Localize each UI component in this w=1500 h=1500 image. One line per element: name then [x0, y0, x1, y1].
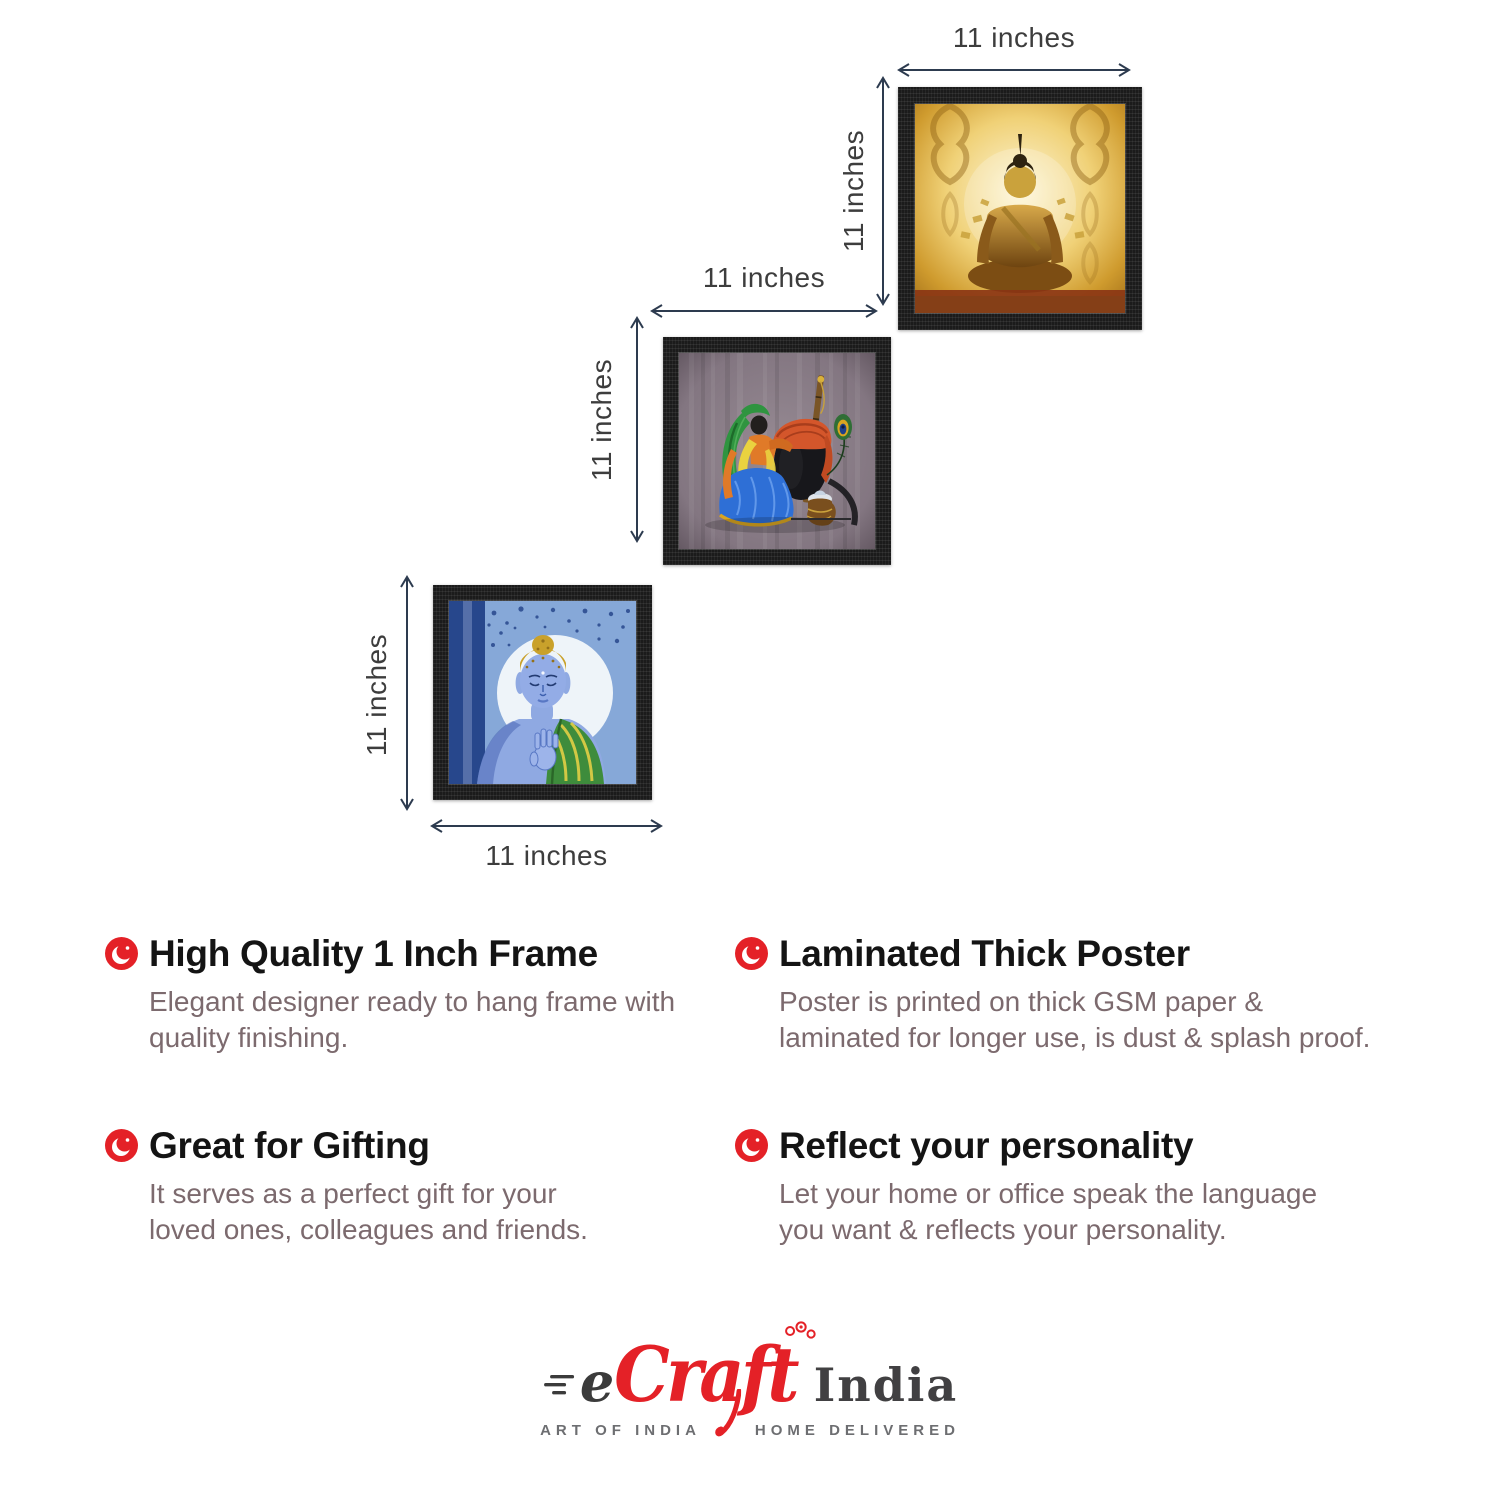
feature-description: Poster is printed on thick GSM paper & laminated for longer use, is dust & splash proof. [779, 986, 1371, 1054]
feature-description: It serves as a perfect gift for your loved ones, colleagues and friends. [149, 1178, 588, 1246]
feature-reflect-personality [735, 1125, 1435, 1248]
golden-buddha-frame [898, 87, 1142, 330]
ecraft-bullet-icon [105, 937, 138, 970]
width-label: 11 inches [702, 262, 826, 293]
feature-laminated-poster [735, 933, 1435, 1056]
width-arrow [895, 62, 1133, 78]
logo-suffix: India [813, 1358, 959, 1412]
feature-title: High Quality 1 Inch Frame [149, 933, 598, 974]
feature-description: Elegant designer ready to hang frame with quality finishing. [149, 986, 676, 1054]
height-label: 11 inches [361, 633, 392, 757]
height-label: 11 inches [586, 358, 617, 482]
ecraft-bullet-icon [735, 937, 768, 970]
feature-great-for-gifting [105, 1125, 715, 1248]
tagline-right: HOME DELIVERED [754, 1421, 960, 1439]
logo-brand: Craft [614, 1330, 796, 1419]
height-label: 11 inches [838, 129, 869, 253]
width-label: 11 inches [952, 22, 1076, 53]
width-arrow [648, 303, 880, 319]
ecraftindia-logo [540, 1330, 960, 1441]
tagline-left: ART OF INDIA [540, 1421, 701, 1439]
logo-prefix: e [579, 1350, 615, 1414]
height-arrow [629, 314, 645, 545]
radha-krishna-artwork [679, 353, 875, 549]
ecraft-bullet-icon [735, 1129, 768, 1162]
height-arrow [399, 573, 415, 813]
feature-title: Great for Gifting [149, 1125, 430, 1166]
width-arrow [428, 818, 665, 834]
width-label: 11 inches [485, 840, 608, 871]
speed-lines-icon [542, 1375, 576, 1397]
golden-buddha-artwork [915, 104, 1125, 313]
feature-high-quality-frame [105, 933, 715, 1056]
feature-title: Reflect your personality [779, 1125, 1194, 1166]
blue-buddha-frame [433, 585, 652, 800]
feature-description: Let your home or office speak the language you want & reflects your personality. [779, 1178, 1318, 1246]
feature-title: Laminated Thick Poster [779, 933, 1190, 974]
radha-krishna-frame [663, 337, 891, 565]
ecraft-bullet-icon [105, 1129, 138, 1162]
blue-buddha-artwork [449, 601, 636, 784]
